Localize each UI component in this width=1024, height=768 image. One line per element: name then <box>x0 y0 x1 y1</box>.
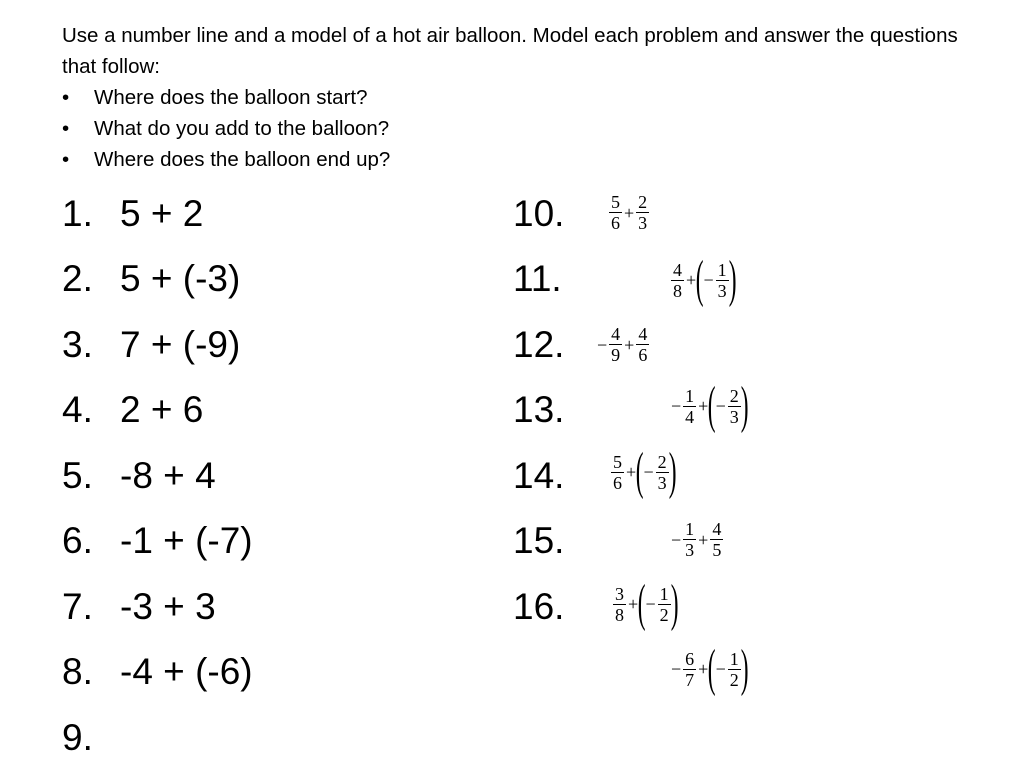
problem-number: 3. <box>62 324 93 365</box>
problem-12-number: 12. <box>513 324 565 365</box>
problem-15-number: 15. <box>513 520 565 561</box>
plus-sign: + <box>698 659 709 679</box>
problem-number: 5. <box>62 455 93 496</box>
numerator: 4 <box>611 324 621 344</box>
minus-sign: − <box>715 659 726 679</box>
instructions <box>62 20 992 175</box>
numerator: 2 <box>729 385 739 406</box>
problem-6 <box>62 520 253 561</box>
fraction <box>611 452 624 493</box>
plus-sign: + <box>624 334 635 355</box>
minus-sign: − <box>643 462 654 482</box>
question-item: • What do you add to the balloon? <box>62 113 992 144</box>
numerator: 1 <box>717 259 727 280</box>
right-paren: ) <box>740 377 749 434</box>
fraction <box>609 192 622 233</box>
fraction <box>636 192 649 233</box>
problem-number: 7. <box>62 586 93 627</box>
numerator: 3 <box>615 583 624 604</box>
minus-sign: − <box>715 396 726 416</box>
plus-sign: + <box>626 462 637 482</box>
denominator: 8 <box>673 280 682 301</box>
left-paren: ( <box>708 377 716 434</box>
minus-sign: − <box>671 529 682 550</box>
fraction <box>710 519 723 560</box>
problem-expression: 5 + (-3) <box>120 258 241 299</box>
numerator: 4 <box>673 259 682 280</box>
problem-7 <box>62 586 216 627</box>
denominator: 6 <box>638 345 648 365</box>
denominator: 9 <box>611 345 621 365</box>
right-paren: ) <box>670 575 679 632</box>
fraction <box>658 584 671 625</box>
problem-2 <box>62 258 241 299</box>
denominator: 7 <box>685 669 695 690</box>
numerator: 4 <box>638 324 648 344</box>
question-item: • Where does the balloon start? <box>62 82 992 113</box>
fraction-expression-10 <box>608 192 650 233</box>
problem-10-number: 10. <box>513 193 565 234</box>
fraction-expression-14 <box>610 443 677 500</box>
numerator: 1 <box>729 648 739 669</box>
problem-expression: -3 + 3 <box>120 586 216 627</box>
minus-sign: − <box>597 334 608 355</box>
fraction-expression-13 <box>670 377 749 434</box>
fraction <box>609 324 622 365</box>
numerator: 1 <box>659 583 669 604</box>
denominator: 2 <box>729 669 739 690</box>
problem-number: 6. <box>62 520 93 561</box>
fraction-expression-15 <box>670 519 724 560</box>
fraction <box>728 386 741 427</box>
denominator: 3 <box>685 540 695 560</box>
denominator: 2 <box>659 604 669 625</box>
fraction <box>683 649 696 690</box>
problem-number: 8. <box>62 651 93 692</box>
plus-sign: + <box>628 594 639 614</box>
fraction <box>656 452 669 493</box>
numerator: 5 <box>611 192 620 212</box>
problem-number: 2. <box>62 258 93 299</box>
problem-1 <box>62 193 204 234</box>
numerator: 1 <box>685 385 695 406</box>
problem-number: 9. <box>62 717 93 758</box>
fraction <box>671 260 684 301</box>
fraction <box>716 260 729 301</box>
denominator: 3 <box>717 280 727 301</box>
question-item: • Where does the balloon end up? <box>62 144 992 175</box>
problem-3 <box>62 324 241 365</box>
plus-sign: + <box>698 529 709 550</box>
numerator: 6 <box>685 648 695 669</box>
left-paren: ( <box>695 251 704 308</box>
question-list <box>62 82 992 175</box>
problem-11-number: 11. <box>513 258 562 299</box>
fraction-expression-11 <box>670 251 737 308</box>
denominator: 8 <box>615 604 624 625</box>
fraction <box>728 649 741 690</box>
problem-expression: -4 + (-6) <box>120 651 253 692</box>
right-paren: ) <box>668 443 677 500</box>
denominator: 3 <box>729 406 739 427</box>
problem-14-number: 14. <box>513 455 565 496</box>
problem-16-number: 16. <box>513 586 565 627</box>
problem-9 <box>62 718 93 758</box>
problem-number: 1. <box>62 193 93 234</box>
denominator: 6 <box>613 472 622 493</box>
denominator: 6 <box>611 213 620 233</box>
instructions-paragraph: Use a number line and a model of a hot air balloon. Model each problem and answer the questions that follow: <box>62 24 958 78</box>
problem-8 <box>62 651 253 692</box>
left-paren: ( <box>637 575 646 632</box>
right-paren: ) <box>740 640 749 697</box>
fraction-expression-12 <box>596 324 650 365</box>
numerator: 5 <box>613 451 622 472</box>
problem-expression: 2 + 6 <box>120 389 204 430</box>
denominator: 4 <box>685 406 695 427</box>
problem-4 <box>62 389 204 430</box>
plus-sign: + <box>624 202 635 223</box>
minus-sign: − <box>671 396 682 416</box>
numerator: 1 <box>685 519 695 539</box>
fraction-expression-16 <box>612 575 679 632</box>
right-paren: ) <box>728 251 737 308</box>
fraction <box>613 584 626 625</box>
problem-expression: 5 + 2 <box>120 193 204 234</box>
problem-number: 4. <box>62 389 93 430</box>
plus-sign: + <box>686 270 697 290</box>
problem-5 <box>62 455 216 496</box>
left-paren: ( <box>708 640 716 697</box>
denominator: 3 <box>638 213 648 233</box>
left-paren: ( <box>635 443 644 500</box>
problem-expression: 7 + (-9) <box>120 324 241 365</box>
fraction <box>683 386 696 427</box>
denominator: 3 <box>657 472 667 493</box>
fraction-expression-extra <box>670 640 749 697</box>
numerator: 2 <box>638 192 648 212</box>
fraction <box>683 519 696 560</box>
denominator: 5 <box>712 540 722 560</box>
fraction <box>636 324 649 365</box>
problem-expression: -8 + 4 <box>120 455 216 496</box>
plus-sign: + <box>698 396 709 416</box>
numerator: 2 <box>657 451 667 472</box>
problem-expression: -1 + (-7) <box>120 520 253 561</box>
minus-sign: − <box>645 594 656 614</box>
minus-sign: − <box>703 270 714 290</box>
problem-13-number: 13. <box>513 389 565 430</box>
numerator: 4 <box>712 519 722 539</box>
minus-sign: − <box>671 659 682 679</box>
